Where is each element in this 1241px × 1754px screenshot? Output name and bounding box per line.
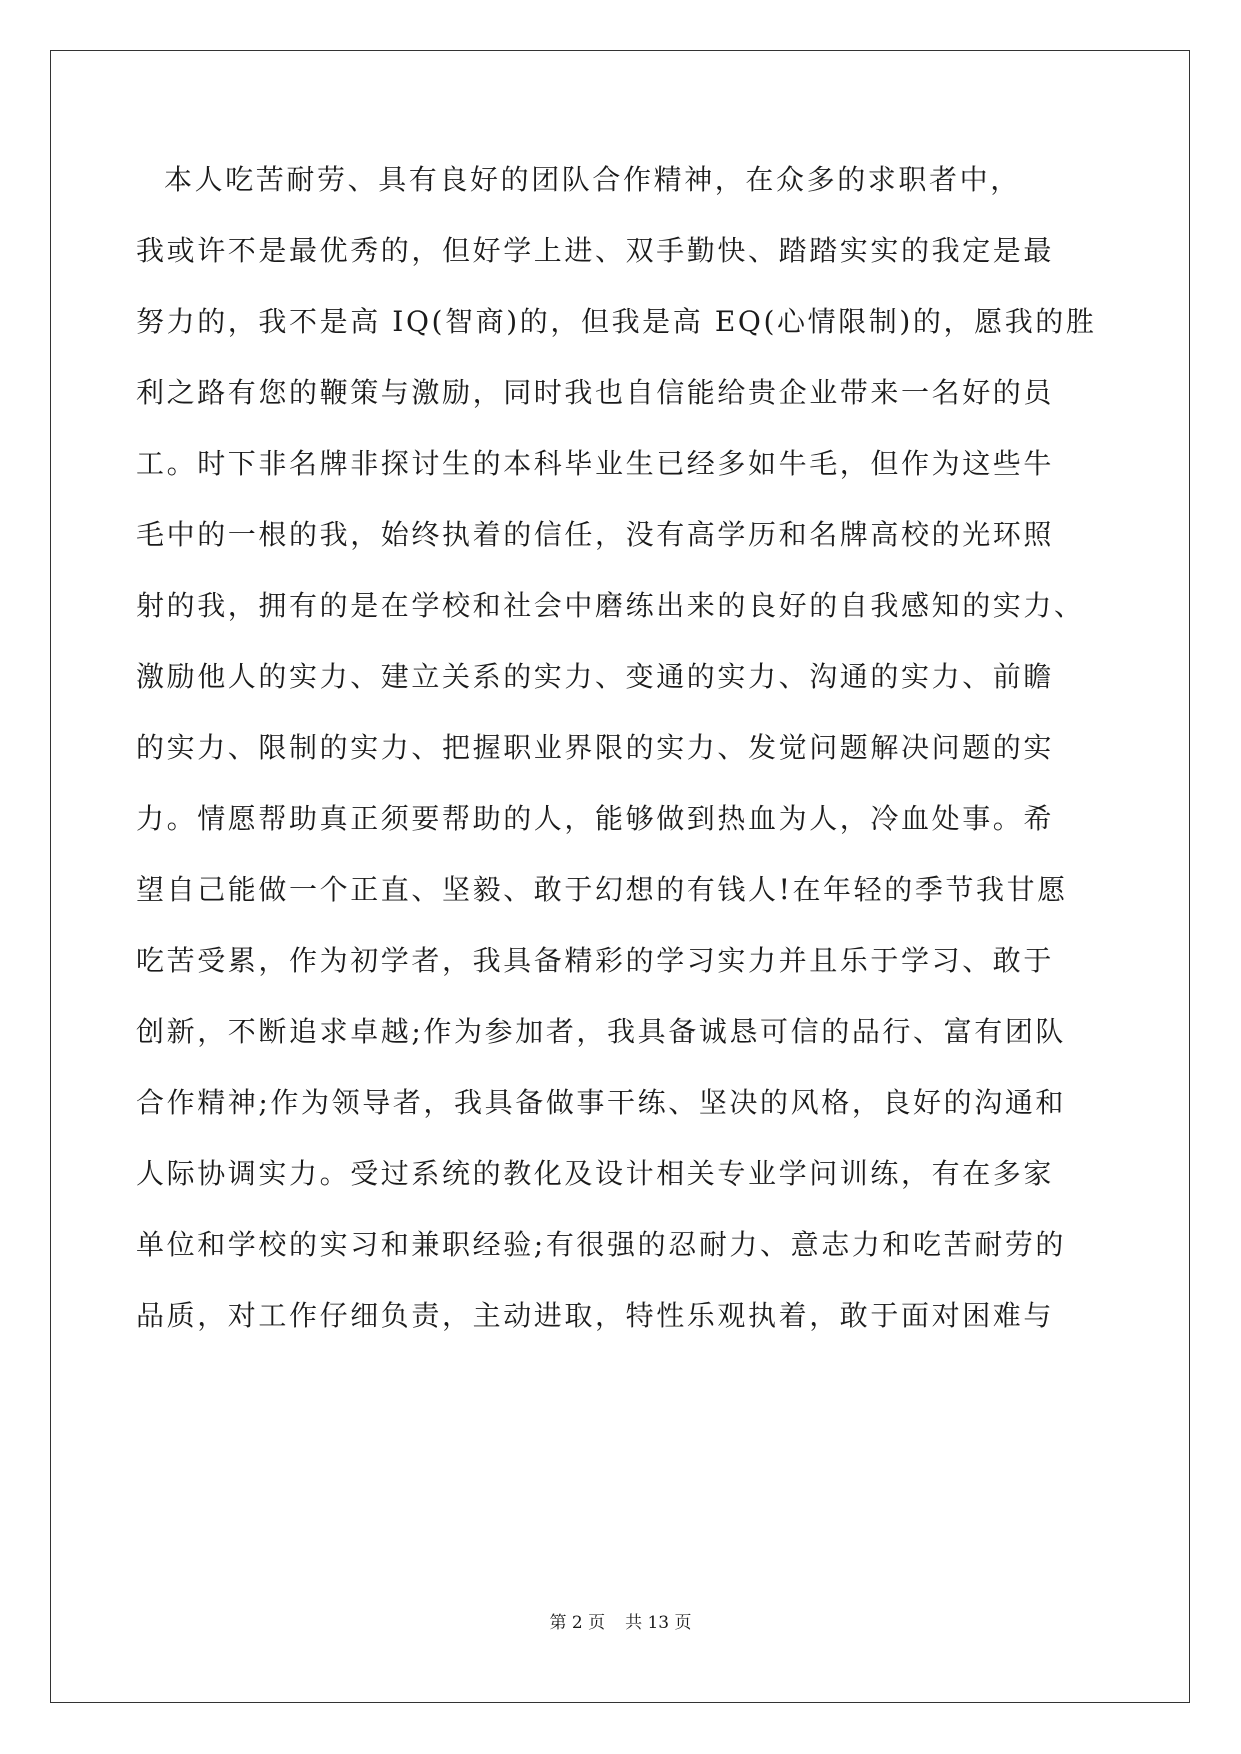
page-total: 共 13 页 xyxy=(625,1613,692,1633)
text-line: 单位和学校的实习和兼职经验;有很强的忍耐力、意志力和吃苦耐劳的 xyxy=(136,1228,1067,1261)
text-line: 我或许不是最优秀的，但好学上进、双手勤快、踏踏实实的我定是最 xyxy=(136,234,1055,267)
page-number: 第 2 页 xyxy=(549,1613,606,1633)
text-line: 毛中的一根的我，始终执着的信任，没有高学历和名牌高校的光环照 xyxy=(136,518,1055,551)
text-line: 人际协调实力。受过系统的教化及设计相关专业学问训练，有在多家 xyxy=(136,1157,1055,1190)
text-line: 努力的，我不是高 IQ(智商)的，但我是高 EQ(心情限制)的，愿我的胜 xyxy=(136,305,1097,338)
text-line: 合作精神;作为领导者，我具备做事干练、坚决的风格，良好的沟通和 xyxy=(136,1086,1067,1119)
text-line: 力。情愿帮助真正须要帮助的人，能够做到热血为人，冷血处事。希 xyxy=(136,802,1055,835)
text-line: 品质，对工作仔细负责，主动进取，特性乐观执着，敢于面对困难与 xyxy=(136,1299,1055,1332)
text-line: 利之路有您的鞭策与激励，同时我也自信能给贵企业带来一名好的员 xyxy=(136,376,1055,409)
text-line: 激励他人的实力、建立关系的实力、变通的实力、沟通的实力、前瞻 xyxy=(136,660,1055,693)
text-line: 创新，不断追求卓越;作为参加者，我具备诚恳可信的品行、富有团队 xyxy=(136,1015,1067,1048)
text-line: 望自己能做一个正直、坚毅、敢于幻想的有钱人!在年轻的季节我甘愿 xyxy=(136,873,1068,906)
text-line: 工。时下非名牌非探讨生的本科毕业生已经多如牛毛，但作为这些牛 xyxy=(136,447,1055,480)
text-line: 本人吃苦耐劳、具有良好的团队合作精神，在众多的求职者中， xyxy=(164,163,1021,196)
text-line: 射的我，拥有的是在学校和社会中磨练出来的良好的自我感知的实力、 xyxy=(136,589,1085,622)
text-line: 的实力、限制的实力、把握职业界限的实力、发觉问题解决问题的实 xyxy=(136,731,1055,764)
page-footer xyxy=(0,1611,1241,1635)
text-line: 吃苦受累，作为初学者，我具备精彩的学习实力并且乐于学习、敢于 xyxy=(136,944,1055,977)
